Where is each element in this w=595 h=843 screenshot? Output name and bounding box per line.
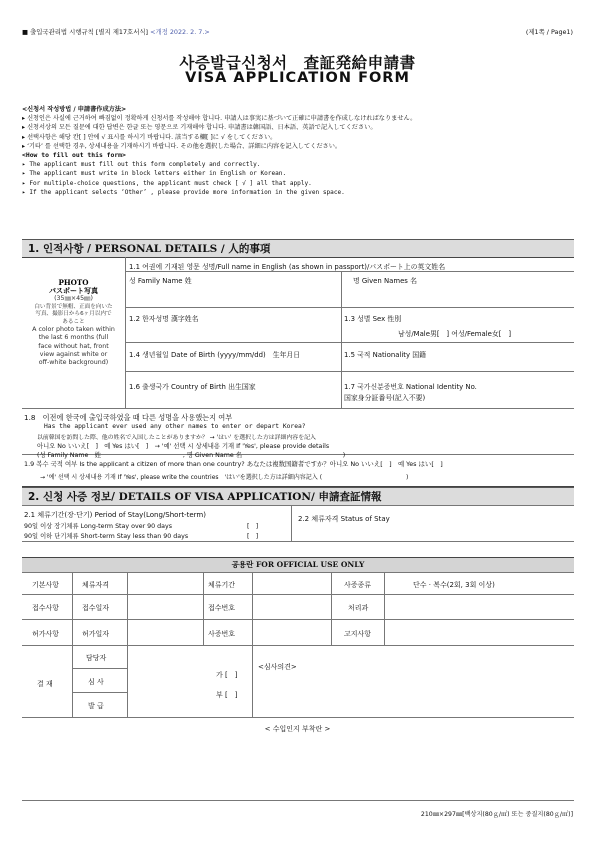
national-id-label: 1.7 국가신분증번호 National Identity No. xyxy=(344,383,477,391)
divider xyxy=(291,505,292,541)
official-opinion-label: <심사의견> xyxy=(258,663,297,671)
divider xyxy=(252,572,253,717)
official-entry-type: 단수 · 복수(2회, 3회 이상) xyxy=(413,581,495,589)
instructions-heading-ko: <신청서 작성방법 / 申請書作成方法> xyxy=(22,106,127,113)
divider xyxy=(22,800,574,801)
chinese-name-field[interactable]: 1.2 한자성명 漢字姓名 xyxy=(129,315,199,323)
official-receipt-number-label: 접수번호 xyxy=(208,604,236,612)
divider xyxy=(22,572,574,573)
instruction-line: ▸ 신청서상의 모든 질문에 대한 답변은 한글 또는 영문으로 기재해야 합니다. 申請書は韓国語、日本語、英語で記入してください。 xyxy=(22,124,377,132)
divider xyxy=(22,257,574,258)
official-issue-label: 발 급 xyxy=(88,702,104,710)
sex-options[interactable]: 남성/Male男[ ] 여성/Female女[ ] xyxy=(398,330,512,338)
given-names-field[interactable]: 명 Given Names 名 xyxy=(353,277,417,285)
divider xyxy=(125,257,126,408)
short-term-checkbox[interactable]: [ ] xyxy=(247,533,259,540)
official-approval-info: 허가사항 xyxy=(32,630,60,638)
country-of-birth-field[interactable]: 1.6 출생국가 Country of Birth 出生国家 xyxy=(129,383,256,391)
page-number: (제1쪽 / Page1) xyxy=(525,28,573,36)
divider xyxy=(341,271,342,408)
family-name-field[interactable]: 성 Family Name 姓 xyxy=(129,277,192,285)
divider xyxy=(125,371,574,372)
multiple-citizenship-question[interactable]: 1.9 복수 국적 여부 Is the applicant a citizen of more than one country? あなたは複数国籍者ですか？아니오 No いいえ[ ] 예 Yes はい[ ] xyxy=(24,460,443,468)
sex-label: 1.3 성별 Sex 性別 xyxy=(344,315,402,323)
instructions xyxy=(22,105,574,197)
official-visa-type-label: 사증종류 xyxy=(344,581,372,589)
official-decision-label: 결 재 xyxy=(37,680,53,688)
divider xyxy=(22,645,574,646)
national-id-field[interactable]: 国家身分証番号(記入不要) xyxy=(344,394,426,402)
instruction-line: ▸ The applicant must fill out this form completely and correctly. xyxy=(22,161,261,169)
instruction-line: ▸ The applicant must write in block letters either in English or Korean. xyxy=(22,170,287,178)
official-department-label: 처리과 xyxy=(348,604,369,612)
official-receipt-info: 접수사항 xyxy=(32,604,60,612)
divider xyxy=(125,307,574,308)
full-name-label: 1.1 여권에 기재된 영문 성명/Full name in English (as shown in passport)/パスポート上の英文姓名 xyxy=(129,263,446,271)
revision-date: <개정 2022. 2. 7.> xyxy=(150,28,210,36)
official-reject-checkbox[interactable]: 부 [ ] xyxy=(216,691,238,699)
official-use-header: 공용란 FOR OFFICIAL USE ONLY xyxy=(22,557,574,572)
other-names-question-en: Has the applicant ever used any other names to enter or depart Korea? xyxy=(44,423,306,430)
divider xyxy=(22,541,574,542)
instruction-line: ▸ 신청인은 사실에 근거하여 빠짐없이 정확하게 신청서를 작성해야 합니다. 申請人は事実に基づいて正確に申請書を作成しなければなりません。 xyxy=(22,115,417,123)
nationality-field[interactable]: 1.5 국적 Nationality 国籍 xyxy=(344,351,427,359)
divider xyxy=(22,619,574,620)
instruction-line: ▸ For multiple-choice questions, the applicant must check [ √ ] all that apply. xyxy=(22,179,312,187)
photo-placeholder[interactable]: PHOTO パスポート写真 (35㎜×45㎜) 白い背景で無帽、正面を向いた 写真、撮影日から6ヶ月以内で あること A color photo taken within the last 6 months (full face without hat, front view against white or off-white background) xyxy=(32,278,115,366)
official-approval-date-label: 허가일자 xyxy=(82,630,110,638)
divider xyxy=(127,572,128,717)
divider xyxy=(22,557,574,558)
date-of-birth-field[interactable]: 1.4 생년월일 Date of Birth (yyyy/mm/dd) 生年月日 xyxy=(129,351,301,359)
period-of-stay-label: 2.1 체류기간(장·단기) Period of Stay(Long/Short-term) xyxy=(24,511,206,519)
divider xyxy=(22,594,574,595)
official-visa-number-label: 사증번호 xyxy=(208,630,236,638)
other-names-question-ja: 以前韓国を訪問した際、他の姓名で入国したことがありますか？ → 'はい' を選択した方は詳細内容を記入 xyxy=(37,435,316,441)
form-header xyxy=(22,27,573,39)
other-names-options[interactable]: 아니오 No いいえ[ ] 예 Yes はい[ ] → '예' 선택 시 상세내용 기재 If 'Yes', please provide details xyxy=(37,443,330,450)
divider xyxy=(203,572,204,645)
section2-header: 2. 신청 사증 정보/ DETAILS OF VISA APPLICATION/ 申請査証情報 xyxy=(22,487,574,505)
divider xyxy=(125,342,574,343)
divider xyxy=(22,717,574,718)
divider xyxy=(384,572,385,645)
short-term-option: 90일 이하 단기체류 Short-term Stay less than 90 days xyxy=(24,533,189,540)
other-names-detail: (성 Family Name 姓 , 명 Given Name 名 ) xyxy=(37,452,346,459)
multiple-citizenship-detail[interactable]: → '예' 선택 시 상세내용 기재 If 'Yes', please write the countries 'はい'を選択した方は詳細内容記入 ( ) xyxy=(40,474,409,481)
instruction-line: ▸ 선택사항은 해당 칸[ ] 안에 √ 표시를 하시기 바랍니다. 該当する欄[ ]に √ をしてください。 xyxy=(22,133,277,141)
instruction-line: ▸ If the applicant selects ‘Other’ , please provide more information in the given space. xyxy=(22,188,345,196)
divider xyxy=(125,271,574,272)
official-officer-label: 담당자 xyxy=(86,654,107,662)
regulation-label: ■ 출입국관리법 시행규칙 [별지 제17호서식] <개정 2022. 2. 7.> xyxy=(22,28,210,36)
official-receipt-date-label: 접수일자 xyxy=(82,604,110,612)
form-title-en: VISA APPLICATION FORM xyxy=(185,70,410,86)
paper-spec-footer: 210㎜×297㎜[백상지(80ｇ/㎡) 또는 중질지(80ｇ/㎡)] xyxy=(420,811,573,818)
official-notice-label: 고지사항 xyxy=(344,630,372,638)
form-title-ko: 사증발급신청서 査証発給申請書 xyxy=(179,53,416,72)
divider xyxy=(22,505,574,506)
instructions-heading-en: <How to fill out this form> xyxy=(22,151,126,160)
divider xyxy=(72,692,127,693)
official-period-label: 체류기간 xyxy=(208,581,236,589)
revenue-stamp-area: < 수입인지 부착란 > xyxy=(264,725,331,733)
divider xyxy=(72,572,73,717)
divider xyxy=(72,668,127,669)
instruction-line: ▸ ‘기타’ 를 선택한 경우, 상세내용을 기재하시기 바랍니다. その他を選択した場合、詳細に内容を記入してください。 xyxy=(22,142,342,150)
divider xyxy=(331,572,332,645)
official-status-label: 체류자격 xyxy=(82,581,110,589)
official-approve-checkbox[interactable]: 가 [ ] xyxy=(216,671,238,679)
other-names-question: 1.8 이전에 한국에 출입국하였을 때 다른 성명을 사용했는지 여부 xyxy=(24,413,233,422)
official-basic-info: 기본사항 xyxy=(32,581,60,589)
divider xyxy=(22,408,574,409)
long-term-option: 90일 이상 장기체류 Long-term Stay over 90 days xyxy=(24,523,173,530)
long-term-checkbox[interactable]: [ ] xyxy=(247,523,259,530)
section1-header: 1. 인적사항 / PERSONAL DETAILS / 人的事項 xyxy=(22,239,574,257)
status-of-stay-field[interactable]: 2.2 체류자격 Status of Stay xyxy=(298,515,390,523)
official-review-label: 심 사 xyxy=(88,678,104,686)
